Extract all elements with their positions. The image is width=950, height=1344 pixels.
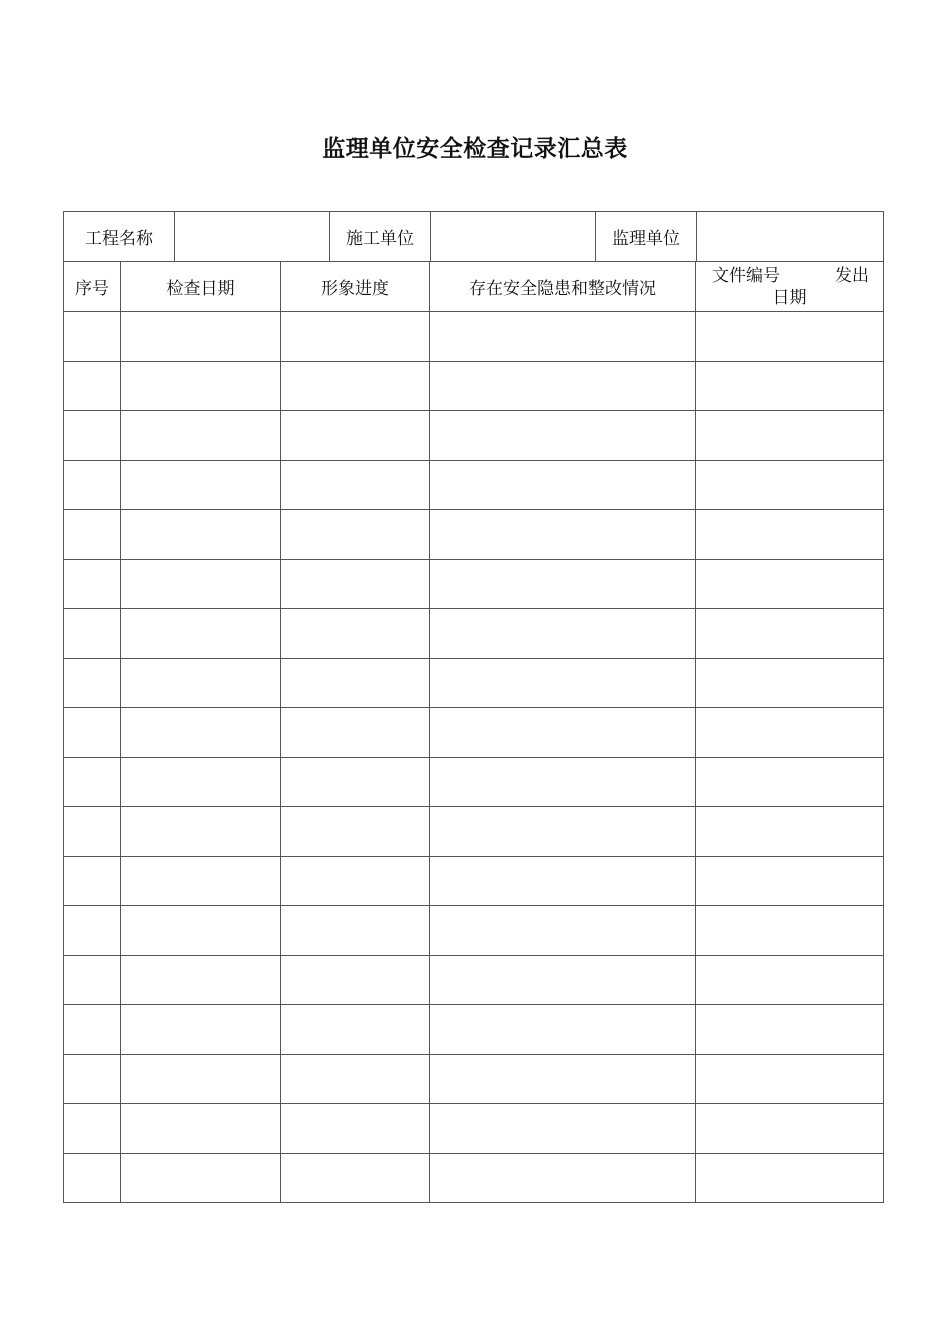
hazards-cell[interactable] — [430, 1104, 696, 1154]
header-doc-number — [696, 262, 884, 312]
seq-cell[interactable] — [64, 1005, 121, 1055]
seq-cell[interactable] — [64, 510, 121, 560]
check-date-cell[interactable] — [121, 411, 281, 461]
table-row — [64, 460, 884, 510]
table-row — [64, 411, 884, 461]
seq-cell[interactable] — [64, 559, 121, 609]
check-date-cell[interactable] — [121, 1153, 281, 1203]
construction-unit-label: 施工单位 — [330, 212, 431, 262]
project-name-label: 工程名称 — [64, 212, 175, 262]
doc-number-cell[interactable] — [696, 361, 884, 411]
doc-number-cell[interactable] — [696, 1005, 884, 1055]
table-body — [64, 312, 884, 1203]
check-date-cell[interactable] — [121, 609, 281, 659]
header-doc-no-label: 文件编号 — [712, 265, 780, 286]
hazards-cell[interactable] — [430, 1054, 696, 1104]
doc-number-cell[interactable] — [696, 1153, 884, 1203]
hazards-cell[interactable] — [430, 757, 696, 807]
doc-number-cell[interactable] — [696, 609, 884, 659]
seq-cell[interactable] — [64, 955, 121, 1005]
hazards-cell[interactable] — [430, 708, 696, 758]
seq-cell[interactable] — [64, 708, 121, 758]
table-header-row — [64, 262, 884, 312]
seq-cell[interactable] — [64, 312, 121, 362]
seq-cell[interactable] — [64, 1054, 121, 1104]
progress-cell[interactable] — [281, 1153, 430, 1203]
hazards-cell[interactable] — [430, 658, 696, 708]
table-row — [64, 609, 884, 659]
seq-cell[interactable] — [64, 460, 121, 510]
hazards-cell[interactable] — [430, 460, 696, 510]
doc-number-cell[interactable] — [696, 708, 884, 758]
hazards-cell[interactable] — [430, 361, 696, 411]
progress-cell[interactable] — [281, 757, 430, 807]
construction-unit-field[interactable] — [431, 212, 596, 262]
table-row — [64, 1104, 884, 1154]
header-check-date: 检查日期 — [121, 262, 281, 312]
progress-cell[interactable] — [281, 1104, 430, 1154]
progress-cell[interactable] — [281, 559, 430, 609]
supervision-unit-field[interactable] — [697, 212, 884, 262]
table-row — [64, 559, 884, 609]
seq-cell[interactable] — [64, 757, 121, 807]
progress-cell[interactable] — [281, 411, 430, 461]
header-seq: 序号 — [64, 262, 121, 312]
table-row — [64, 955, 884, 1005]
progress-cell[interactable] — [281, 955, 430, 1005]
header-issue-date-label: 日期 — [772, 287, 807, 308]
hazards-cell[interactable] — [430, 856, 696, 906]
progress-cell[interactable] — [281, 361, 430, 411]
check-date-cell[interactable] — [121, 559, 281, 609]
hazards-cell[interactable] — [430, 411, 696, 461]
check-date-cell[interactable] — [121, 312, 281, 362]
table-row — [64, 1054, 884, 1104]
table-row — [64, 1153, 884, 1203]
header-hazards: 存在安全隐患和整改情况 — [430, 262, 696, 312]
doc-number-cell[interactable] — [696, 955, 884, 1005]
doc-number-cell[interactable] — [696, 906, 884, 956]
table-row — [64, 510, 884, 560]
doc-number-cell[interactable] — [696, 411, 884, 461]
table-row — [64, 906, 884, 956]
table-row — [64, 1005, 884, 1055]
doc-number-cell[interactable] — [696, 312, 884, 362]
doc-number-cell[interactable] — [696, 807, 884, 857]
hazards-cell[interactable] — [430, 1005, 696, 1055]
progress-cell[interactable] — [281, 807, 430, 857]
check-date-cell[interactable] — [121, 1054, 281, 1104]
doc-number-cell[interactable] — [696, 1104, 884, 1154]
progress-cell[interactable] — [281, 708, 430, 758]
project-name-field[interactable] — [175, 212, 330, 262]
seq-cell[interactable] — [64, 361, 121, 411]
check-date-cell[interactable] — [121, 510, 281, 560]
header-progress: 形象进度 — [281, 262, 430, 312]
hazards-cell[interactable] — [430, 510, 696, 560]
progress-cell[interactable] — [281, 312, 430, 362]
header-issue-label: 发出 — [835, 265, 869, 286]
inspection-record-table — [63, 261, 884, 1203]
progress-cell[interactable] — [281, 510, 430, 560]
check-date-cell[interactable] — [121, 807, 281, 857]
hazards-cell[interactable] — [430, 559, 696, 609]
check-date-cell[interactable] — [121, 1005, 281, 1055]
check-date-cell[interactable] — [121, 906, 281, 956]
hazards-cell[interactable] — [430, 609, 696, 659]
hazards-cell[interactable] — [430, 312, 696, 362]
seq-cell[interactable] — [64, 906, 121, 956]
check-date-cell[interactable] — [121, 460, 281, 510]
progress-cell[interactable] — [281, 658, 430, 708]
check-date-cell[interactable] — [121, 955, 281, 1005]
progress-cell[interactable] — [281, 460, 430, 510]
progress-cell[interactable] — [281, 609, 430, 659]
table-row — [64, 757, 884, 807]
supervision-unit-label: 监理单位 — [596, 212, 697, 262]
progress-cell[interactable] — [281, 856, 430, 906]
project-info-table — [63, 211, 884, 262]
seq-cell[interactable] — [64, 609, 121, 659]
progress-cell[interactable] — [281, 906, 430, 956]
doc-number-cell[interactable] — [696, 856, 884, 906]
project-info-row — [64, 212, 884, 262]
doc-number-cell[interactable] — [696, 510, 884, 560]
seq-cell[interactable] — [64, 658, 121, 708]
doc-number-cell[interactable] — [696, 1054, 884, 1104]
check-date-cell[interactable] — [121, 708, 281, 758]
progress-cell[interactable] — [281, 1054, 430, 1104]
progress-cell[interactable] — [281, 1005, 430, 1055]
check-date-cell[interactable] — [121, 856, 281, 906]
seq-cell[interactable] — [64, 1153, 121, 1203]
doc-number-cell[interactable] — [696, 460, 884, 510]
hazards-cell[interactable] — [430, 1153, 696, 1203]
seq-cell[interactable] — [64, 807, 121, 857]
hazards-cell[interactable] — [430, 807, 696, 857]
table-row — [64, 807, 884, 857]
table-row — [64, 361, 884, 411]
seq-cell[interactable] — [64, 411, 121, 461]
page-title: 监理单位安全检查记录汇总表 — [322, 136, 628, 162]
seq-cell[interactable] — [64, 856, 121, 906]
check-date-cell[interactable] — [121, 757, 281, 807]
check-date-cell[interactable] — [121, 658, 281, 708]
seq-cell[interactable] — [64, 1104, 121, 1154]
table-row — [64, 312, 884, 362]
table-row — [64, 658, 884, 708]
check-date-cell[interactable] — [121, 361, 281, 411]
check-date-cell[interactable] — [121, 1104, 281, 1154]
table-row — [64, 856, 884, 906]
table-row — [64, 708, 884, 758]
doc-number-cell[interactable] — [696, 559, 884, 609]
hazards-cell[interactable] — [430, 906, 696, 956]
doc-number-cell[interactable] — [696, 757, 884, 807]
hazards-cell[interactable] — [430, 955, 696, 1005]
doc-number-cell[interactable] — [696, 658, 884, 708]
